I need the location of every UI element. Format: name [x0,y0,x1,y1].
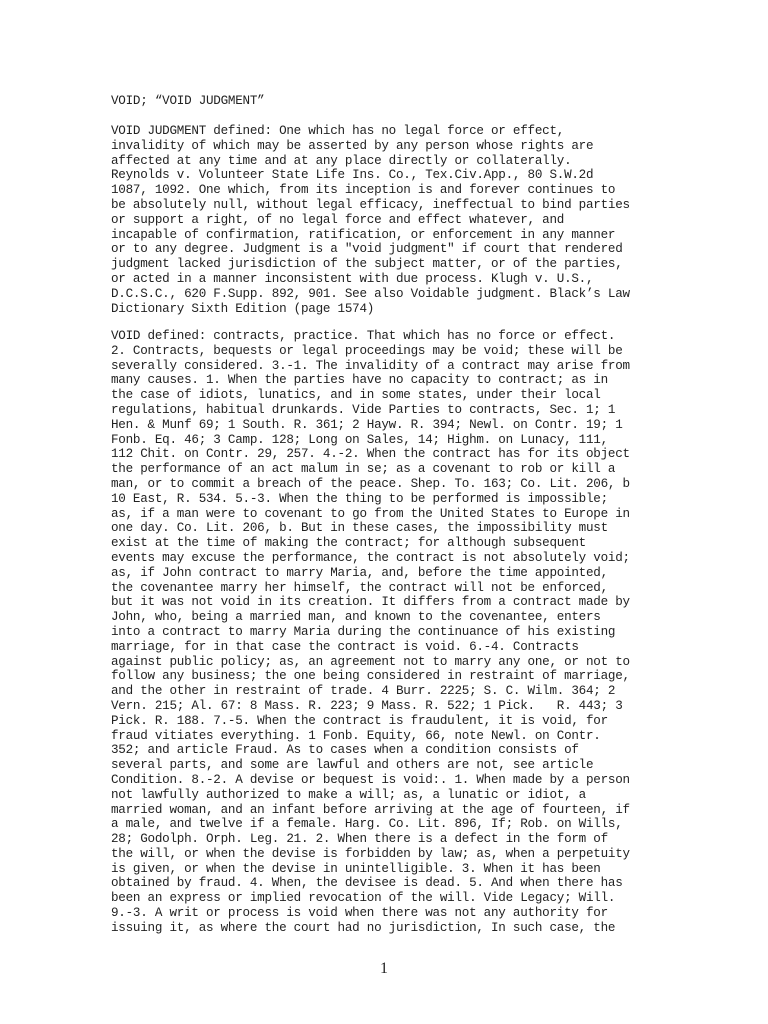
document-heading: VOID; “VOID JUDGMENT” [111,94,265,108]
paragraph-void-judgment: VOID JUDGMENT defined: One which has no legal force or effect, invalidity of which may be asserted by any person whose rights are affected at any time and at any place directly or collaterally. Reynolds v. Volunteer State Life Ins. Co., Tex.Civ.App., 80 S.W.2d 1087, 1092. One which, from its inception is and forever continues to be absolutely null, without legal efficacy, ineffectual to bind parties or support a right, of no legal force and effect whatever, and incapable of confirmation, ratification, or enforcement in any manner or to any degree. Judgment is a "void judgment" if court that rendered judgment lacked jurisdiction of the subject matter, or of the parties, or acted in a manner inconsistent with due process. Klugh v. U.S., D.C.S.C., 620 F.Supp. 892, 901. See also Voidable judgment. Black’s Law Dictionary Sixth Edition (page 1574) [111,124,630,316]
paragraph-void-defined: VOID defined: contracts, practice. That which has no force or effect. 2. Contracts, bequests or legal proceedings may be void; these will be severally considered. 3.-1. The invalidity of a contract may arise from many causes. 1. When the parties have no capacity to contract; as in the case of idiots, lunatics, and in some states, under their local regulations, habitual drunkards. Vide Parties to contracts, Sec. 1; 1 Hen. & Munf 69; 1 South. R. 361; 2 Hayw. R. 394; Newl. on Contr. 19; 1 Fonb. Eq. 46; 3 Camp. 128; Long on Sales, 14; Highm. on Lunacy, 111, 112 Chit. on Contr. 29, 257. 4.-2. When the contract has for its object the performance of an act malum in se; as a covenant to rob or kill a man, or to commit a breach of the peace. Shep. To. 163; Co. Lit. 206, b 10 East, R. 534. 5.-3. When the thing to be performed is impossible; as, if a man were to covenant to go from the United States to Europe in one day. Co. Lit. 206, b. But in these cases, the impossibility must exist at the time of making the contract; for although subsequent events may excuse the performance, the contract is not absolutely void; as, if John contract to marry Maria, and, before the time appointed, the covenantee marry her himself, the contract will not be enforced, but it was not void in its creation. It differs from a contract made by John, who, being a married man, and known to the covenantee, enters into a contract to marry Maria during the continuance of his existing marriage, for in that case the contract is void. 6.-4. Contracts against public policy; as, an agreement not to marry any one, or not to follow any business; the one being considered in restraint of marriage, and the other in restraint of trade. 4 Burr. 2225; S. C. Wilm. 364; 2 Vern. 215; Al. 67: 8 Mass. R. 223; 9 Mass. R. 522; 1 Pick. R. 443; 3 Pick. R. 188. 7.-5. When the contract is fraudulent, it is void, for fraud vitiates everything. 1 Fonb. Equity, 66, note Newl. on Contr. 352; and article Fraud. As to cases when a condition consists of several parts, and some are lawful and others are not, see article Condition. 8.-2. A devise or bequest is void:. 1. When made by a person not lawfully authorized to make a will; as, a lunatic or idiot, a married woman, and an infant before arriving at the age of fourteen, if a male, and twelve if a female. Harg. Co. Lit. 896, If; Rob. on Wills, 28; Godolph. Orph. Leg. 21. 2. When there is a defect in the form of the will, or when the devise is forbidden by law; as, when a perpetuity is given, or when the devise in unintelligible. 3. When it has been obtained by fraud. 4. When, the devisee is dead. 5. And when there has been an express or implied revocation of the will. Vide Legacy; Will. 9.-3. A writ or process is void when there was not any authority for issuing it, as where the court had no jurisdiction, In such case, the [111,329,630,935]
page-number: 1 [380,960,388,977]
